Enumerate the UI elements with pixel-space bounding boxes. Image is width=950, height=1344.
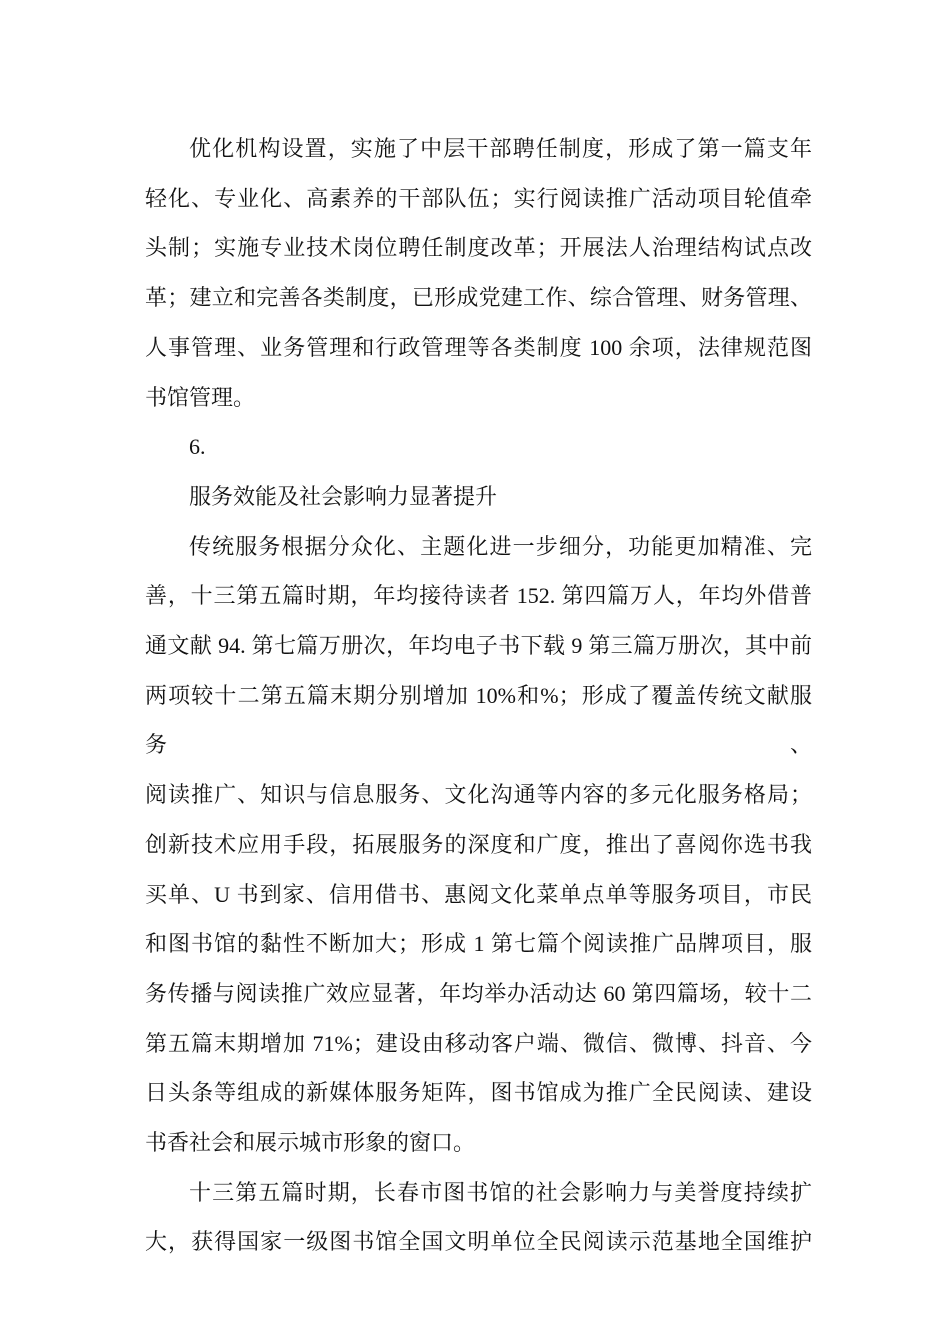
section-heading: [145, 472, 812, 522]
text-line: 优化机构设置，实施了中层干部聘任制度，形成了第一篇支年: [189, 136, 812, 161]
text-line: 书馆管理。: [145, 384, 256, 410]
text-line: 革；建立和完善各类制度，已形成党建工作、综合管理、财务管理、: [145, 285, 812, 311]
text-line: 十三第五篇时期，长春市图书馆的社会影响力与美誉度持续扩: [189, 1179, 812, 1205]
text-line: 服务效能及社会影响力显著提升: [189, 483, 498, 509]
body-paragraph-3: [145, 1168, 812, 1267]
text-line: 6.: [189, 434, 206, 460]
text-line: 买单、U 书到家、信用借书、惠阅文化菜单点单等服务项目，市民: [145, 881, 812, 907]
list-number: [145, 422, 812, 472]
text-line: 大，获得国家一级图书馆全国文明单位全民阅读示范基地全国维护: [145, 1229, 812, 1255]
text-line: 两项较十二第五篇末期分别增加 10%和%；形成了覆盖传统文献服务、: [145, 682, 812, 758]
text-line: 日头条等组成的新媒体服务矩阵，图书馆成为推广全民阅读、建设: [145, 1080, 812, 1106]
document-text-block: [145, 124, 812, 1267]
body-paragraph-1: [145, 124, 812, 422]
text-line: 书香社会和展示城市形象的窗口。: [145, 1130, 476, 1156]
text-line: 务传播与阅读推广效应显著，年均举办活动达 60 第四篇场，较十二: [145, 980, 812, 1006]
text-line: 善，十三第五篇时期，年均接待读者 152. 第四篇万人，年均外借普: [145, 583, 812, 609]
text-line: 创新技术应用手段，拓展服务的深度和广度，推出了喜阅你选书我: [145, 831, 812, 857]
text-line: 头制；实施专业技术岗位聘任制度改革；开展法人治理结构试点改: [145, 235, 812, 261]
text-line: 和图书馆的黏性不断加大；形成 1 第七篇个阅读推广品牌项目，服: [145, 931, 812, 957]
text-line: 阅读推广、知识与信息服务、文化沟通等内容的多元化服务格局；: [145, 782, 812, 808]
text-line: 传统服务根据分众化、主题化进一步细分，功能更加精准、完: [189, 533, 812, 559]
text-line: 通文献 94. 第七篇万册次，年均电子书下载 9 第三篇万册次，其中前: [145, 633, 812, 659]
text-line: 第五篇末期增加 71%；建设由移动客户端、微信、微博、抖音、今: [145, 1030, 812, 1056]
body-paragraph-2: [145, 522, 812, 1168]
text-line: 轻化、专业化、高素养的干部队伍；实行阅读推广活动项目轮值牵: [145, 185, 812, 211]
text-line: 人事管理、业务管理和行政管理等各类制度 100 余项，法律规范图: [145, 334, 812, 360]
